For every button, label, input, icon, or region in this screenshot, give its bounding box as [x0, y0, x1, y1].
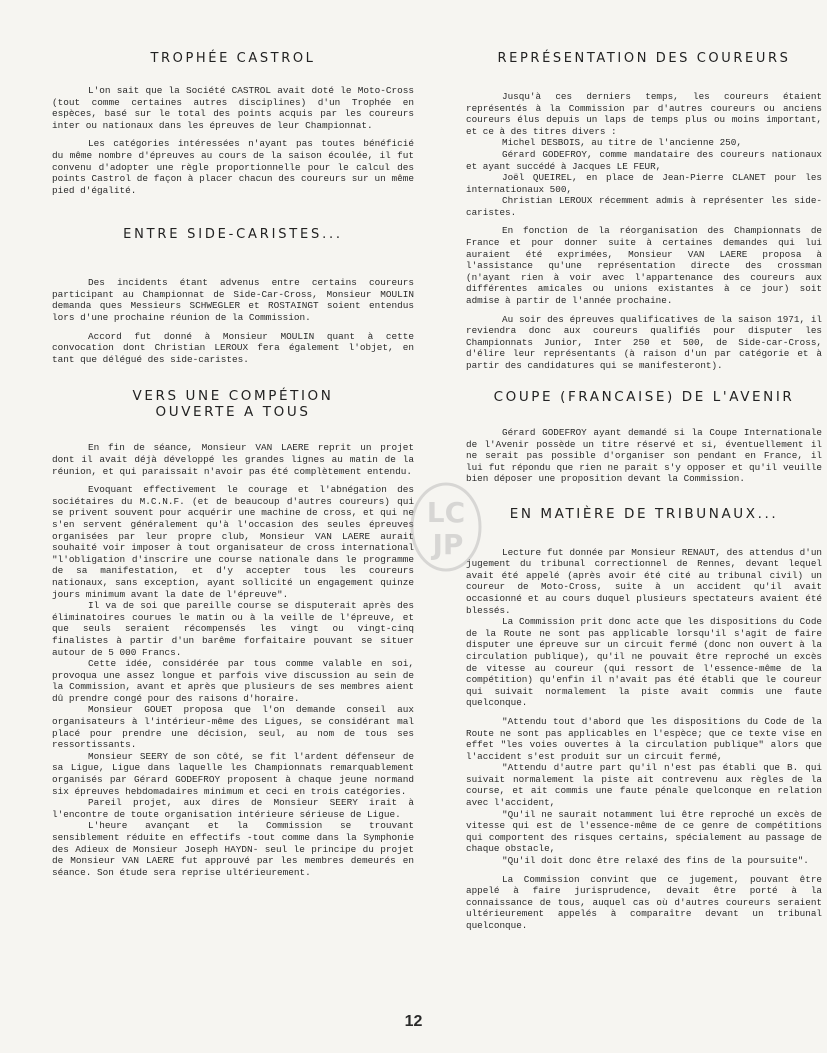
paragraph: La Commission convint que ce jugement, pouvant être appelé à faire jurisprudence, devait être porté à la connaissance de tous, auquel cas où d'autres coureurs seraient ultérieurement appelés à comparaître devant un tribunal quelconque. [466, 873, 822, 931]
left-column [52, 52, 414, 878]
paragraph: Pareil projet, aux dires de Monsieur SEERY irait à l'encontre de toute organisation intérieure sérieuse de Ligue. [52, 797, 414, 820]
paragraph: Au soir des épreuves qualificatives de la saison 1971, il reviendra donc aux coureurs qualifiés pour disputer les Championnats Junior, Inter 250 et 500, de Side-car-Cross, d'élire leur représentants (à raison d'un par catégorie et à partir des candidatures qui se manifesteront). [466, 313, 822, 371]
paragraph: En fin de séance, Monsieur VAN LAERE reprit un projet dont il avait déjà développé les grandes lignes au matin de la réunion, et qui paraissait n'avoir pas été complètement entendu. [52, 442, 414, 477]
page-number: 12 [404, 1013, 423, 1030]
paragraph: Evoquant effectivement le courage et l'abnégation des sociétaires du M.C.N.F. (et de beaucoup d'autres coureurs) qui se privent souvent pour acquérir une machine de cross, et qui ne s'en servent généralement qu'à l'occasion des seules épreuves organisées par leur propre club, Monsieur VAN LAERE aurait souhaité voir imposer à tout organisateur de cross international "l'obligation d'inscrire une course nationale dans le programme de sa manifestation, et d'y accepter tous les coureurs nationaux, sans exception, ayant sollicité un engagement quinze jours minimum avant la date de l'épreuve". [52, 484, 414, 600]
quote-paragraph: "Qu'il doit donc être relaxé des fins de la poursuite". [502, 855, 809, 867]
paragraph: Des incidents étant advenus entre certains coureurs participant au Championnat de Side-Car-Cross, Monsieur MOULIN demanda ques Messieurs SCHWEGLER et ROSTAINGT soient entendus lors d'une prochaine réunion de la Commission. [52, 277, 414, 323]
quote-paragraph: "Qu'il ne saurait notamment lui être reproché un excès de vitesse qui est de l'essence-même de ce genre de compétitions qui comportent des risques certains, spécialement au passage de chaque obstacle, [466, 808, 822, 855]
heading-entre-side-caristes: ENTRE SIDE-CARISTES... [123, 227, 343, 243]
quote-paragraph: "Attendu tout d'abord que les dispositions du Code de la Route ne sont pas applicables en l'espèce; que ce texte vise en effet "les voies ouvertes à la circulation publique" alors que l'accident s'est produit sur un circuit fermé, [466, 715, 822, 762]
paragraph: Lecture fut donnée par Monsieur RENAUT, des attendus d'un jugement du tribunal correctionnel de Rennes, devant lequel avait été appelé (après avoir été cité au tribunal civil) un coureur de Moto-Cross, suite à un accident qu'il avait occasionné et au cours duquel plusieurs spectateurs avaient été blessés. [466, 546, 822, 616]
heading-vers-une-competition [52, 389, 414, 420]
list-item: Christian LEROUX récemment admis à représenter les side-caristes. [466, 195, 822, 218]
paragraph: Gérard GODEFROY ayant demandé si la Coupe Internationale de l'Avenir possède un titre réservé et si, éventuellement il ne serait pas possible d'organiser son pendant en France, il lui fut répondu que rien ne parait s'y opposer et qu'il veuille bien déposer une proposition devant la Commission. [466, 427, 822, 485]
paragraph: En fonction de la réorganisation des Championnats de France et pour donner suite à certaines demandes qui lui auraient été exprimées, Monsieur VAN LAERE proposa à l'assistance qu'une représentation directe des crossman (n'ayant rien à voir avec l'appartenance des coureurs aux différentes amicales ou unions existantes à ce jour) soit admise à partir de l'année prochaine. [466, 225, 822, 307]
paragraph: Cette idée, considérée par tous comme valable en soi, provoqua une assez longue et parfois vive discussion au sein de la Commission, avant et après que plusieurs de ses membres aient dû prendre congé pour des raisons d'horaire. [52, 658, 414, 704]
paragraph: L'on sait que la Société CASTROL avait doté le Moto-Cross (tout comme certaines autres disciplines) d'un Trophée en espèces, basé sur le total des points acquis par les coureurs inter ou nationaux dans les épreuves de leur Championnat. [52, 84, 414, 131]
heading-line: VERS UNE COMPÉTION [132, 388, 334, 405]
heading-trophee-castrol: TROPHÉE CASTROL [150, 51, 316, 66]
paragraph: Monsieur GOUET proposa que l'on demande conseil aux organisateurs à l'intérieur-même des Ligues, se considérant mal placé pour prendre une décision, seul, au nom de tous ses ressortissants. [52, 704, 414, 751]
lcjp-watermark-logo [410, 482, 482, 572]
watermark-text: JP [432, 528, 464, 561]
paragraph: Les catégories intéressées n'ayant pas toutes bénéficié du même nombre d'épreuves au cours de la saison écoulée, il fut convenu d'adopter une règle proportionnelle pour le calcul des points Castrol de façon à placer chacun des coureurs sur un même pied d'égalité. [52, 138, 414, 196]
heading-line: OUVERTE A TOUS [155, 403, 311, 420]
paragraph: La Commission prit donc acte que les dispositions du Code de la Route ne sont pas applicable lorsqu'il s'agit de faire disputer une épreuve sur un circuit fermé (donc non ouvert à la circulation publique), qu'il ne pouvait être reproché un excès de vitesse au coureur (qui ressort de l'essence-même de la compétition) qu'enfin il n'avait pas été établi que le coureur qui suivait normalement la piste avait commis une faute quelconque. [466, 616, 822, 709]
list-item: Michel DESBOIS, au titre de l'ancienne 250, [502, 137, 742, 149]
list-item: Joël QUEIREL, en place de Jean-Pierre CLANET pour les internationaux 500, [466, 172, 822, 195]
paragraph: Il va de soi que pareille course se disputerait après des éliminatoires courues le matin ou à la veille de l'épreuve, et que seuls seraient récompensés les vingt ou vingt-cinq finalistes à partir d'un barême forfaitaire pouvant se situer autour de 5 000 Francs. [52, 600, 414, 658]
heading-coupe-francaise-de-l-avenir: COUPE (FRANCAISE) DE L'AVENIR [493, 388, 795, 405]
heading-en-matiere-de-tribunaux: EN MATIÈRE DE TRIBUNAUX... [509, 506, 779, 523]
list-item: Gérard GODEFROY, comme mandataire des coureurs nationaux et ayant succédé à Jacques LE FEUR, [466, 148, 822, 172]
paragraph: Jusqu'à ces derniers temps, les coureurs étaient représentés à la Commission par d'autres coureurs ou anciens coureurs élus depuis un laps de temps plus ou moins important, et ce à des titres divers : [466, 90, 822, 137]
quote-paragraph: "Attendu d'autre part qu'il n'est pas établi que B. qui suivait normalement la piste ait contrevenu aux règles de la course, et ait commis une faute pénale quelconque en relation avec l'accident, [466, 762, 822, 809]
paragraph: L'heure avançant et la Commission se trouvant sensiblement réduite en effectifs -tout comme dans la Symphonie des Adieux de Monsieur Joseph HAYDN- seul le principe du projet de Monsieur VAN LAERE fut approuvé par les membres demeurés en séance. Son étude sera reprise ultérieurement. [52, 820, 414, 878]
heading-representation-des-coureurs: REPRÉSENTATION DES COUREURS [497, 51, 791, 66]
watermark-text: LC [426, 496, 466, 529]
paragraph: Accord fut donné à Monsieur MOULIN quant à cette convocation dont Christian LEROUX fera également l'objet, en tant que délégué des side-caristes. [52, 330, 414, 365]
right-column [466, 52, 822, 939]
paragraph: Monsieur SEERY de son côté, se fit l'ardent défenseur de sa Ligue, Ligue dans laquelle les Championnats remarquablement organisés par Gérard GODEFROY proposent à chaque jeune normand six épreuves hebdomadaires minimum et ceci en trois catégories. [52, 750, 414, 797]
